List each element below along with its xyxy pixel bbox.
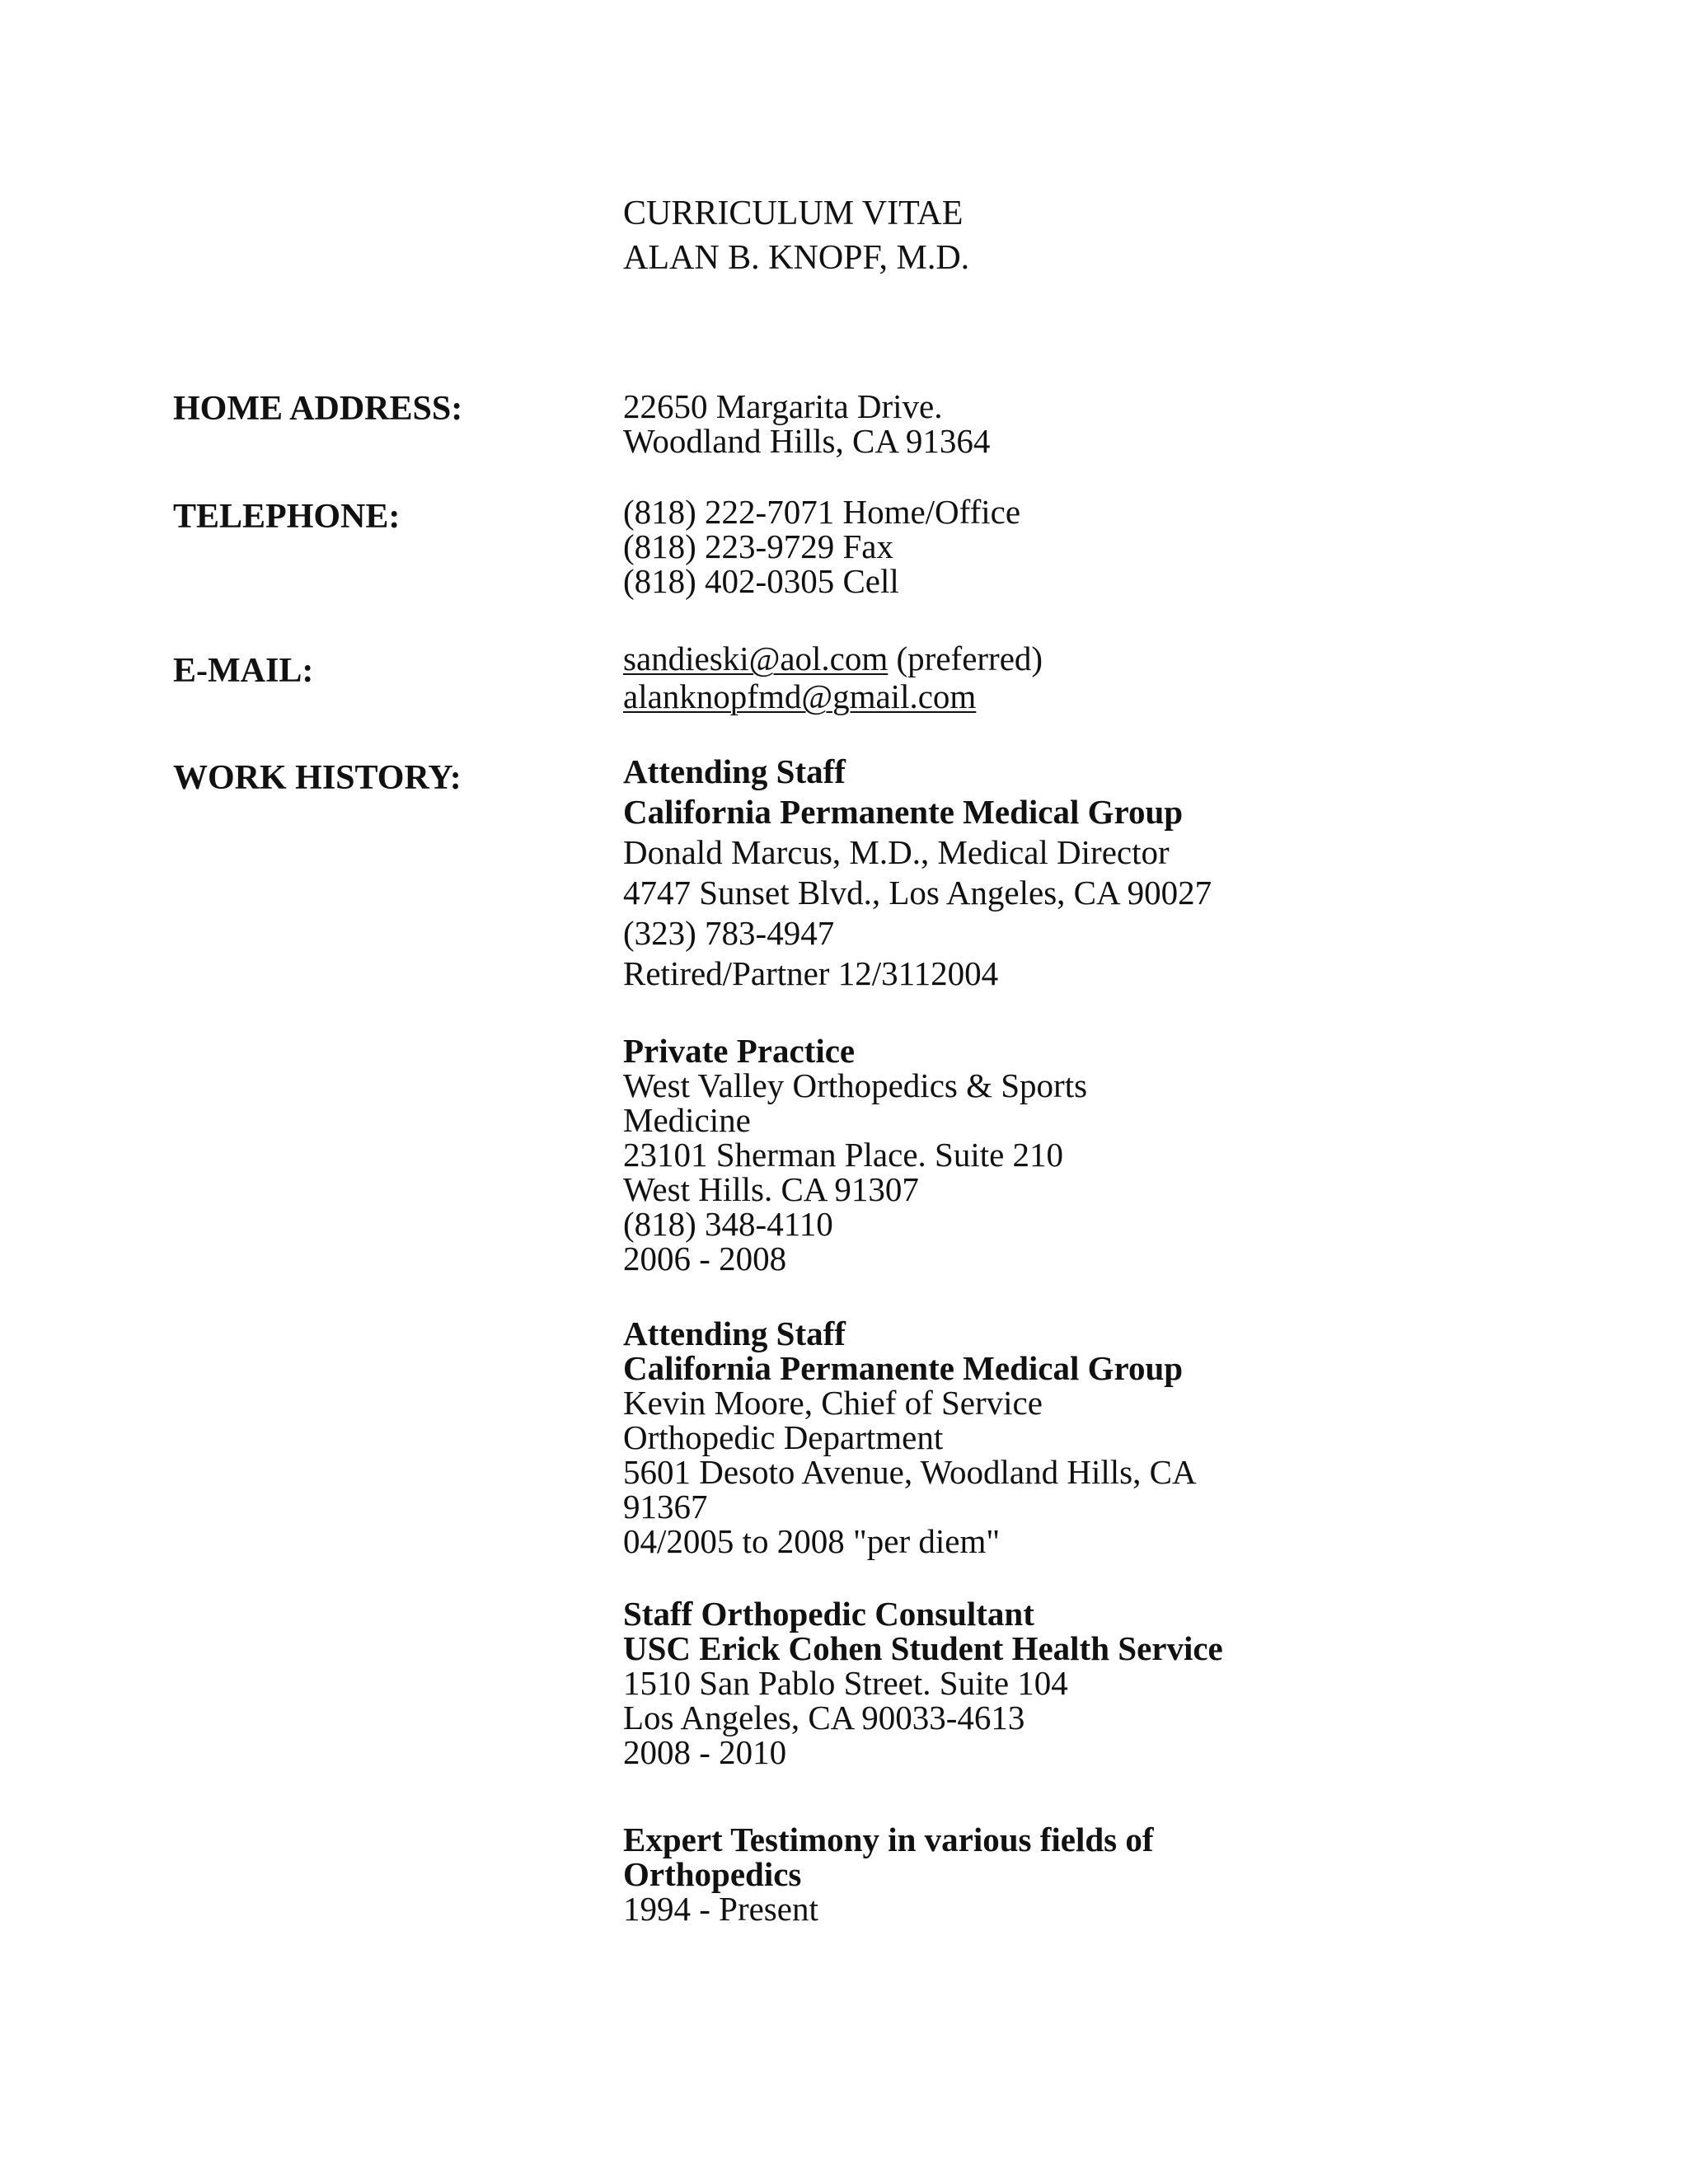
work-entry-detail: 23101 Sherman Place. Suite 210 — [623, 1136, 1064, 1174]
email-secondary-line — [623, 677, 1612, 715]
phone-line: (818) 402-0305 Cell — [623, 562, 899, 600]
work-entry-title: Staff Orthopedic Consultant — [623, 1595, 1034, 1633]
address-line: Woodland Hills, CA 91364 — [623, 422, 991, 460]
document-title: CURRICULUM VITAE — [623, 194, 964, 232]
telephone-block — [623, 494, 1612, 598]
work-entry-detail: 91367 — [623, 1488, 708, 1526]
work-entry-detail: West Hills. CA 91307 — [623, 1170, 919, 1208]
home-address-label: HOME ADDRESS: — [173, 390, 463, 428]
work-entry-detail: West Valley Orthopedics & Sports — [623, 1066, 1088, 1104]
work-entry-detail: 1994 - Present — [623, 1890, 818, 1928]
work-entry-org: California Permanente Medical Group — [623, 793, 1184, 831]
work-entry — [623, 752, 1612, 994]
work-entry-title: Expert Testimony in various fields of — [623, 1821, 1154, 1858]
work-entry — [623, 1596, 1612, 1769]
email-preferred-note: (preferred) — [888, 640, 1043, 677]
email-label: E-MAIL: — [173, 652, 314, 690]
work-entry-detail: 2006 - 2008 — [623, 1240, 787, 1277]
phone-line: (818) 222-7071 Home/Office — [623, 493, 1021, 531]
work-entry — [623, 1316, 1612, 1558]
work-entry-detail: 5601 Desoto Avenue, Woodland Hills, CA — [623, 1453, 1197, 1491]
work-entry — [623, 1033, 1612, 1276]
work-entry-title: Attending Staff — [623, 752, 846, 790]
work-entry-detail: 4747 Sunset Blvd., Los Angeles, CA 90027 — [623, 874, 1212, 912]
work-entry-detail: (818) 348-4110 — [623, 1205, 833, 1243]
work-entry-detail: Kevin Moore, Chief of Service — [623, 1384, 1043, 1422]
work-entry-detail: (323) 783-4947 — [623, 914, 835, 952]
work-entry-detail: Medicine — [623, 1101, 751, 1139]
work-entry-title: Private Practice — [623, 1032, 856, 1070]
home-address-block — [623, 389, 1612, 458]
work-entry-org: California Permanente Medical Group — [623, 1349, 1184, 1387]
email-primary-link[interactable]: sandieski@aol.com — [623, 640, 889, 677]
telephone-label: TELEPHONE: — [173, 498, 401, 536]
work-entry-detail: Retired/Partner 12/3112004 — [623, 954, 999, 992]
email-primary-line — [623, 640, 1612, 677]
email-secondary-link[interactable]: alanknopfmd@gmail.com — [623, 677, 977, 715]
work-entry-detail: Los Angeles, CA 90033-4613 — [623, 1699, 1025, 1736]
work-entry-title: Attending Staff — [623, 1315, 846, 1352]
work-entry-detail: Orthopedic Department — [623, 1418, 944, 1456]
email-block — [623, 640, 1612, 715]
work-entry-detail: 1510 San Pablo Street. Suite 104 — [623, 1664, 1068, 1702]
work-entry-org: Orthopedics — [623, 1855, 802, 1893]
work-entry-detail: 2008 - 2010 — [623, 1733, 787, 1771]
work-entry-detail: 04/2005 to 2008 "per diem" — [623, 1522, 1001, 1560]
phone-line: (818) 223-9729 Fax — [623, 527, 893, 565]
work-history-label: WORK HISTORY: — [173, 759, 462, 797]
physician-name: ALAN B. KNOPF, M.D. — [623, 239, 970, 277]
work-entry-org: USC Erick Cohen Student Health Service — [623, 1629, 1223, 1667]
work-entry-detail: Donald Marcus, M.D., Medical Director — [623, 833, 1170, 871]
work-entry — [623, 1822, 1612, 1926]
address-line: 22650 Margarita Drive. — [623, 387, 943, 425]
cv-header — [623, 191, 969, 280]
